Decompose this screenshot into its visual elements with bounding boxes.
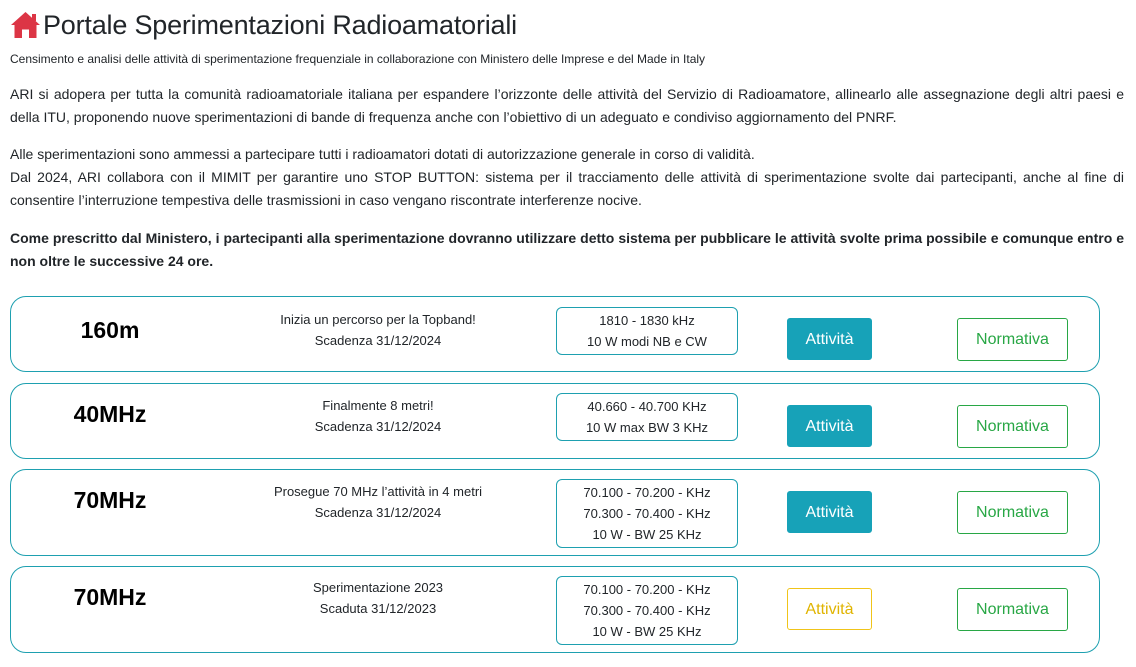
experiment-card-160m	[10, 296, 1100, 372]
frequency-line: 10 W - BW 25 KHz	[592, 624, 702, 639]
normativa-button[interactable]: Normativa	[957, 405, 1068, 448]
attivita-button[interactable]: Attività	[787, 405, 872, 447]
experiment-card-70mhz-2024	[10, 469, 1100, 556]
frequency-box	[556, 479, 738, 548]
experiment-description	[233, 481, 523, 523]
attivita-button[interactable]: Attività	[787, 318, 872, 360]
experiment-deadline: Scaduta 31/12/2023	[319, 601, 437, 616]
experiment-title: Sperimentazione 2023	[312, 580, 444, 595]
experiment-description	[233, 395, 523, 437]
frequency-line: 40.660 - 40.700 KHz	[587, 399, 707, 414]
frequency-line: 70.100 - 70.200 - KHz	[583, 582, 711, 597]
frequency-line: 70.300 - 70.400 - KHz	[583, 603, 711, 618]
experiment-title: Finalmente 8 metri!	[322, 398, 434, 413]
experiment-description	[233, 577, 523, 619]
frequency-line: 10 W - BW 25 KHz	[592, 527, 702, 542]
stop-button-paragraph: Dal 2024, ARI collabora con il MIMIT per garantire uno STOP BUTTON: sistema per il tracciamento delle attività di sperimentazione svolte dai partecipanti, anche al fine di consentire l’interruzione tempestiva delle trasmissioni in caso vengano riscontrate interferenze nocive.	[10, 169, 1124, 208]
normativa-button[interactable]: Normativa	[957, 588, 1068, 631]
frequency-line: 70.100 - 70.200 - KHz	[583, 485, 711, 500]
band-label: 70MHz	[73, 487, 147, 513]
experiment-title: Prosegue 70 MHz l’attività in 4 metri	[273, 484, 483, 499]
frequency-line: 10 W max BW 3 KHz	[585, 420, 709, 435]
experiment-description	[233, 309, 523, 351]
home-icon[interactable]	[10, 11, 41, 39]
normativa-button[interactable]: Normativa	[957, 491, 1068, 534]
page-subtitle: Censimento e analisi delle attività di sperimentazione frequenziale in collaborazione con Ministero delle Imprese e del Made in Italy	[10, 52, 706, 66]
page	[10, 0, 1124, 287]
frequency-box	[556, 576, 738, 645]
band-label: 160m	[80, 317, 140, 343]
experiment-title: Inizia un percorso per la Topband!	[280, 312, 476, 327]
band-label: 70MHz	[73, 584, 147, 610]
frequency-box	[556, 307, 738, 355]
attivita-button[interactable]: Attività	[787, 588, 872, 630]
frequency-box	[556, 393, 738, 441]
normativa-button[interactable]: Normativa	[957, 318, 1068, 361]
frequency-line: 1810 - 1830 kHz	[599, 313, 695, 328]
eligibility-paragraph: Alle sperimentazioni sono ammessi a partecipare tutti i radioamatori dotati di autorizzazione generale in corso di validità.	[10, 146, 755, 162]
header	[10, 8, 1124, 42]
experiment-card-70mhz-2023	[10, 566, 1100, 653]
ministry-notice: Come prescritto dal Ministero, i partecipanti alla sperimentazione dovranno utilizzare detto sistema per pubblicare le attività svolte prima possibile e comunque entro e non oltre le successive 24 ore.	[10, 230, 1124, 269]
experiment-deadline: Scadenza 31/12/2024	[314, 419, 442, 434]
intro-paragraph: ARI si adopera per tutta la comunità radioamatoriale italiana per espandere l’orizzonte delle attività del Servizio di Radioamatore, allinearlo alle assegnazione degli altri paesi e della ITU, proponendo nuove sperimentazioni di bande di frequenza anche con l’obiettivo di un adeguato e condiviso aggiornamento del PNRF.	[10, 86, 1124, 125]
experiment-deadline: Scadenza 31/12/2024	[314, 505, 442, 520]
frequency-line: 10 W modi NB e CW	[587, 334, 707, 349]
frequency-line: 70.300 - 70.400 - KHz	[583, 506, 711, 521]
page-title: Portale Sperimentazioni Radioamatoriali	[43, 9, 517, 40]
band-label: 40MHz	[73, 401, 147, 427]
experiment-deadline: Scadenza 31/12/2024	[314, 333, 442, 348]
attivita-button[interactable]: Attività	[787, 491, 872, 533]
experiment-card-40mhz	[10, 383, 1100, 459]
